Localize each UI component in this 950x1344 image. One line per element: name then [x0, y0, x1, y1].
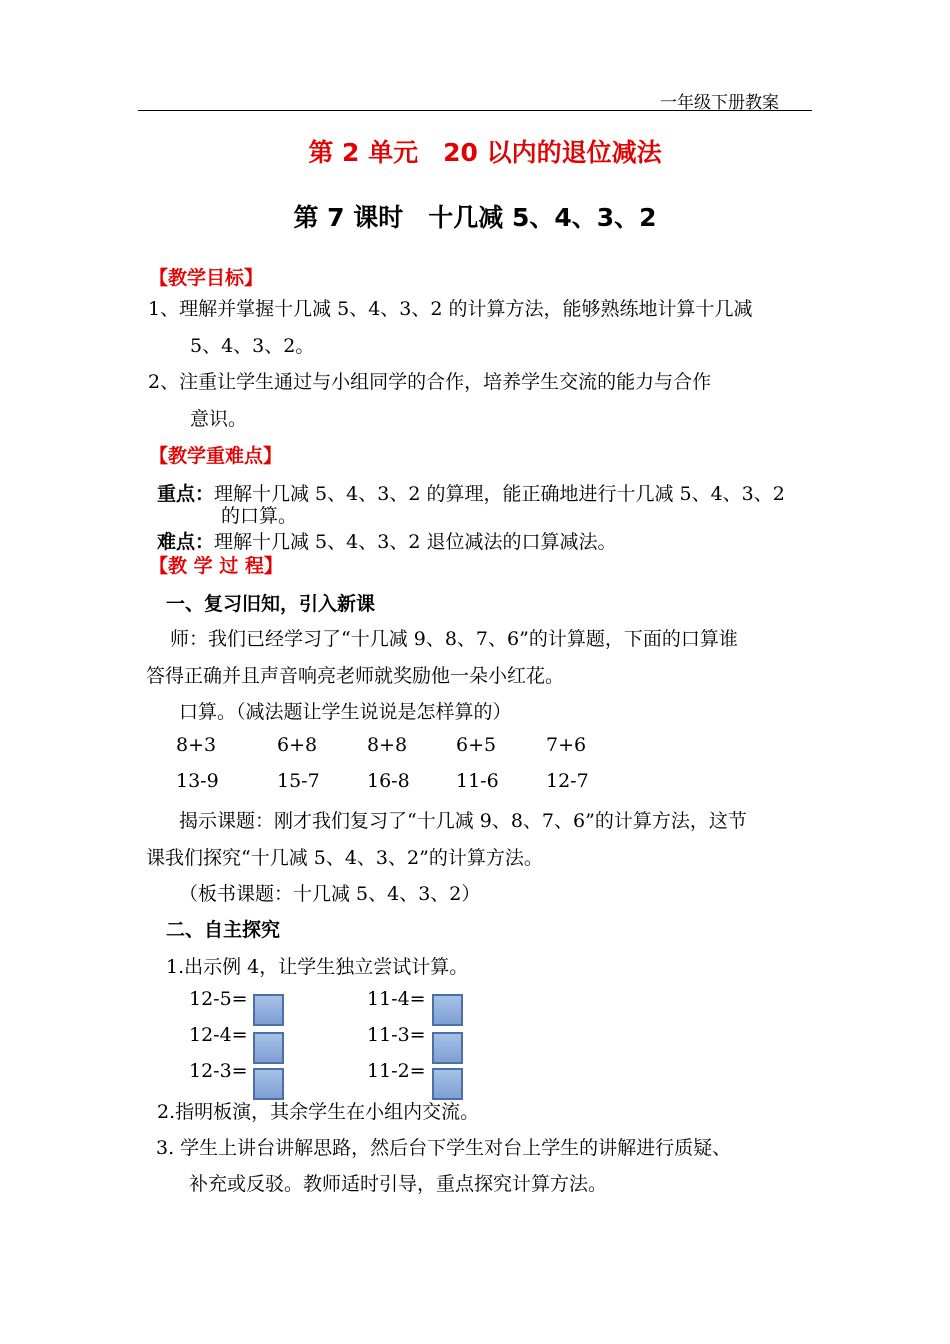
oral-item: 12-7 — [546, 770, 589, 792]
answer-box — [253, 1032, 284, 1064]
answer-box — [432, 994, 463, 1026]
oral-item: 8+3 — [176, 734, 217, 756]
oral-item: 6+8 — [277, 734, 318, 756]
step-2: 2.指明板演，其余学生在小组内交流。 — [157, 1101, 480, 1123]
answer-box — [253, 1068, 284, 1100]
oral-item: 6+5 — [456, 734, 497, 756]
equation-left: 12-5= — [189, 988, 248, 1010]
oral-exercise-intro: 口算。（减法题让学生说说是怎样算的） — [179, 701, 512, 723]
difficulty-label: 难点： — [157, 531, 215, 553]
part-1-para-2-line-1: 揭示课题：刚才我们复习了“十几减 9、8、7、6”的计算方法，这节 — [179, 810, 747, 832]
unit-title: 第 2 单元 20 以内的退位减法 — [308, 138, 662, 167]
answer-box — [432, 1032, 463, 1064]
equation-left: 12-4= — [189, 1024, 248, 1046]
part-1-para-1-line-2: 答得正确并且声音响亮老师就奖励他一朵小红花。 — [146, 665, 565, 687]
step-3-line-1: 3. 学生上讲台讲解思路，然后台下学生对台上学生的讲解进行质疑、 — [156, 1137, 732, 1159]
header-text: 一年级下册教案 — [660, 93, 779, 113]
oral-item: 11-6 — [456, 770, 499, 792]
key-point-text: 理解十几减 5、4、3、2 的算理，能正确地进行十几减 5、4、3、2 — [214, 483, 785, 505]
equation-right: 11-2= — [367, 1060, 426, 1082]
lesson-title: 第 7 课时 十几减 5、4、3、2 — [293, 203, 657, 232]
keypoints-heading: 【教学重难点】 — [149, 445, 283, 467]
oral-item: 8+8 — [367, 734, 408, 756]
objectives-heading: 【教学目标】 — [149, 267, 264, 289]
answer-box — [432, 1068, 463, 1100]
oral-item: 7+6 — [546, 734, 587, 756]
oral-item: 13-9 — [176, 770, 219, 792]
oral-item: 16-8 — [367, 770, 410, 792]
oral-item: 15-7 — [277, 770, 320, 792]
difficulty-text: 理解十几减 5、4、3、2 退位减法的口算减法。 — [214, 531, 617, 553]
board-title-note: （板书课题：十几减 5、4、3、2） — [179, 883, 481, 905]
process-heading: 【教 学 过 程】 — [149, 555, 283, 577]
key-point-line-2: 的口算。 — [221, 505, 298, 527]
step-1: 1.出示例 4，让学生独立尝试计算。 — [166, 956, 469, 978]
part-1-para-1-line-1: 师：我们已经学习了“十几减 9、8、7、6”的计算题，下面的口算谁 — [170, 628, 738, 650]
equation-left: 12-3= — [189, 1060, 248, 1082]
step-3-line-2: 补充或反驳。教师适时引导，重点探究计算方法。 — [189, 1173, 608, 1195]
key-point-label: 重点： — [157, 483, 215, 505]
equation-right: 11-3= — [367, 1024, 426, 1046]
objective-2-line-1: 2、注重让学生通过与小组同学的合作，培养学生交流的能力与合作 — [148, 371, 712, 393]
objective-2-line-2: 意识。 — [190, 408, 248, 430]
objective-1-line-1: 1、理解并掌握十几减 5、4、3、2 的计算方法，能够熟练地计算十几减 — [148, 298, 753, 320]
difficulty-line — [157, 527, 616, 554]
part-2-title: 二、自主探究 — [166, 919, 281, 941]
part-1-title: 一、复习旧知，引入新课 — [166, 593, 376, 615]
objective-1-line-2: 5、4、3、2。 — [190, 335, 315, 357]
answer-box — [253, 994, 284, 1026]
equation-right: 11-4= — [367, 988, 426, 1010]
header-rule — [138, 110, 812, 111]
part-1-para-2-line-2: 课我们探究“十几减 5、4、3、2”的计算方法。 — [146, 847, 543, 869]
